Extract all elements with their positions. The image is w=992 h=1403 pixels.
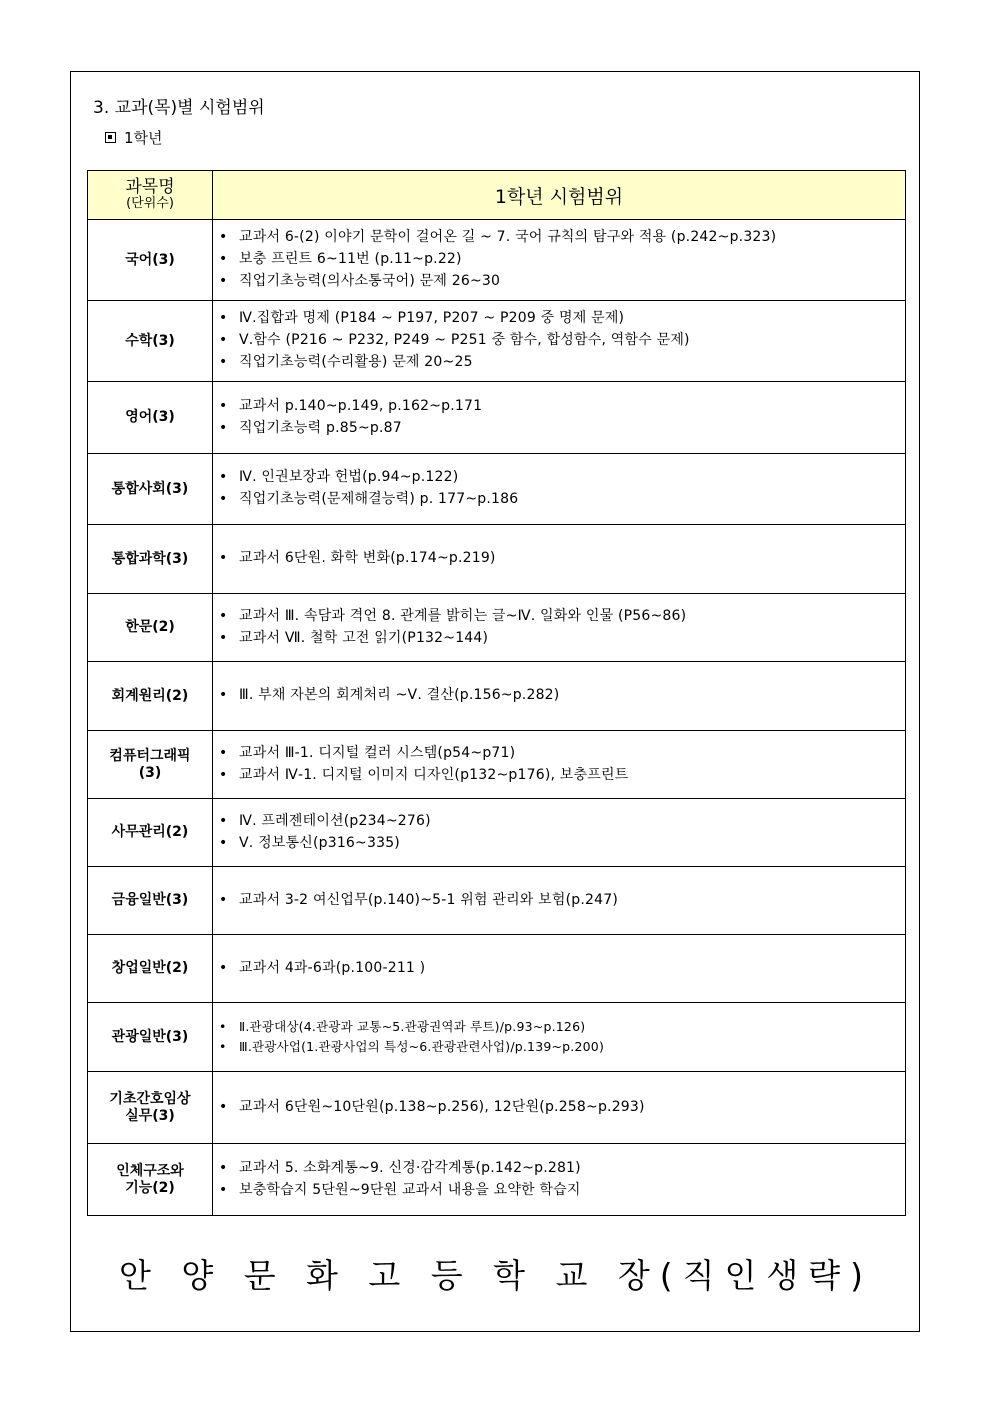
range-item: • 교과서 Ⅳ-1. 디지털 이미지 디자인(p132~p176), 보충프린트 (213, 765, 905, 787)
range-item: • 교과서 6-(2) 이야기 문학이 걸어온 길 ~ 7. 국어 규칙의 탐구와 적용 (p.242~p.323) (213, 227, 905, 249)
table-row (88, 594, 906, 662)
range-cell (213, 454, 906, 525)
subject-line: (3) (138, 764, 162, 781)
table-row (88, 662, 906, 731)
subject-line: 기초간호임상 (109, 1091, 191, 1108)
range-item: • 보충 프린트 6~11번 (p.11~p.22) (213, 249, 905, 271)
sub-title-text: 1학년 (124, 129, 163, 147)
range-item: • 교과서 Ⅲ. 속담과 격언 8. 관계를 밝히는 글~Ⅳ. 일화와 인물 (P56~86) (213, 606, 905, 628)
range-item: • 직업기초능력(의사소통국어) 문제 26~30 (213, 271, 905, 293)
range-cell (213, 1072, 906, 1144)
table-row (88, 525, 906, 594)
subject-line: 인체구조와 (116, 1163, 184, 1180)
table-row (88, 935, 906, 1003)
subject-cell: 영어(3) (88, 382, 213, 454)
range-cell (213, 867, 906, 935)
table-row (88, 454, 906, 525)
table-row (88, 301, 906, 382)
range-cell (213, 935, 906, 1003)
range-cell (213, 301, 906, 382)
subject-line: 컴퓨터그래픽 (109, 748, 191, 765)
table-row (88, 799, 906, 867)
range-item: • Ⅲ. 부채 자본의 회계처리 ~Ⅴ. 결산(p.156~p.282) (213, 685, 905, 707)
header-subject-unit: (단위수) (126, 196, 174, 212)
subject-cell: 통합사회(3) (88, 454, 213, 525)
range-item: • 교과서 Ⅶ. 철학 고전 읽기(P132~144) (213, 628, 905, 650)
subject-cell: 회계원리(2) (88, 662, 213, 731)
range-item: • 교과서 3-2 여신업무(p.140)~5-1 위험 관리와 보험(p.247) (213, 890, 905, 912)
range-cell (213, 1003, 906, 1072)
subject-cell: 사무관리(2) (88, 799, 213, 867)
subject-cell: 창업일반(2) (88, 935, 213, 1003)
subject-cell: 국어(3) (88, 220, 213, 301)
range-item: • 직업기초능력 p.85~p.87 (213, 418, 905, 440)
subject-cell: 통합과학(3) (88, 525, 213, 594)
sub-title (105, 127, 163, 148)
section-title: 3. 교과(목)별 시험범위 (93, 98, 265, 118)
range-item: • 교과서 Ⅲ-1. 디지털 컬러 시스템(p54~p71) (213, 743, 905, 765)
range-cell (213, 731, 906, 799)
subject-cell (88, 1072, 213, 1144)
range-item: • 교과서 6단원. 화학 변화(p.174~p.219) (213, 548, 905, 570)
subject-cell (88, 1144, 213, 1216)
table-header-row (88, 171, 906, 220)
range-item: • 직업기초능력(문제해결능력) p. 177~p.186 (213, 489, 905, 511)
range-item: • 교과서 p.140~p.149, p.162~p.171 (213, 396, 905, 418)
range-cell (213, 220, 906, 301)
range-cell (213, 382, 906, 454)
range-cell (213, 594, 906, 662)
range-item: • Ⅴ. 정보통신(p316~335) (213, 833, 905, 855)
exam-range-table (87, 170, 906, 1216)
table-row (88, 731, 906, 799)
table-row (88, 1144, 906, 1216)
range-item: • Ⅳ.집합과 명제 (P184 ~ P197, P207 ~ P209 중 명제 문제) (213, 308, 905, 330)
subject-cell: 수학(3) (88, 301, 213, 382)
header-range: 1학년 시험범위 (213, 171, 906, 220)
range-cell (213, 525, 906, 594)
range-item: • 교과서 5. 소화계통~9. 신경·감각계통(p.142~p.281) (213, 1158, 905, 1180)
table-row (88, 1072, 906, 1144)
range-item: • 직업기초능력(수리활용) 문제 20~25 (213, 352, 905, 374)
range-item: • 교과서 6단원~10단원(p.138~p.256), 12단원(p.258~p.293) (213, 1097, 905, 1119)
subject-cell (88, 731, 213, 799)
range-cell (213, 799, 906, 867)
subject-line: 기능(2) (125, 1179, 175, 1196)
range-item: • 보충학습지 5단원~9단원 교과서 내용을 요약한 학습지 (213, 1180, 905, 1202)
subject-cell: 금융일반(3) (88, 867, 213, 935)
table-row (88, 1003, 906, 1072)
subject-line: 실무(3) (125, 1107, 175, 1124)
range-cell (213, 1144, 906, 1216)
table-row (88, 867, 906, 935)
range-cell (213, 662, 906, 731)
range-item: • Ⅳ. 프레젠테이션(p234~276) (213, 811, 905, 833)
header-subject-label: 과목명 (125, 176, 175, 197)
filled-square-icon (105, 132, 116, 143)
range-item: • Ⅳ. 인권보장과 헌법(p.94~p.122) (213, 467, 905, 489)
header-subject (88, 171, 213, 220)
subject-cell: 관광일반(3) (88, 1003, 213, 1072)
table-row (88, 382, 906, 454)
subject-cell: 한문(2) (88, 594, 213, 662)
range-item: • 교과서 4과-6과(p.100-211 ) (213, 958, 905, 980)
range-item: • Ⅲ.관광사업(1.관광사업의 특성~6.관광관련사업)/p.139~p.200) (213, 1037, 905, 1057)
range-item: • Ⅱ.관광대상(4.관광과 교통~5.관광권역과 루트)/p.93~p.126) (213, 1017, 905, 1037)
principal-signature-line: 안 양 문 화 고 등 학 교 장(직인생략) (118, 1256, 874, 1295)
table-row (88, 220, 906, 301)
range-item: • Ⅴ.함수 (P216 ~ P232, P249 ~ P251 중 함수, 합성함수, 역함수 문제) (213, 330, 905, 352)
